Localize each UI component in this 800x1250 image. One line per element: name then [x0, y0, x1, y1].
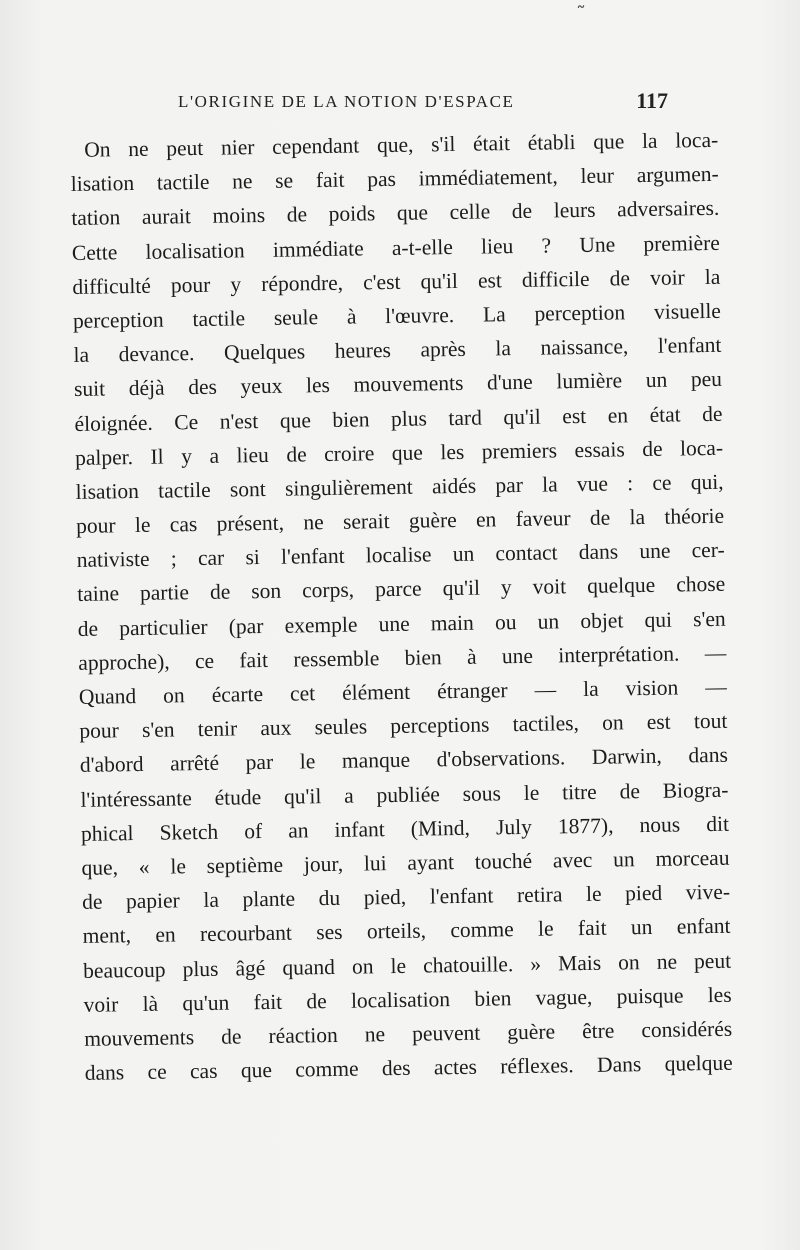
- text-line: beaucoup plus âgé quand on le chatouille. » Mais on ne peut: [82, 948, 732, 983]
- text-line: approche), ce fait ressemble bien à une interprétation. —: [78, 640, 727, 675]
- text-line: Cette localisation immédiate a-t-elle lieu ? Une première: [71, 230, 720, 265]
- text-line: difficulté pour y répondre, c'est qu'il est difficile de voir la: [72, 264, 721, 299]
- text-line: palper. Il y a lieu de croire que les premiers essais de loca-: [74, 435, 724, 470]
- text-line: éloignée. Ce n'est que bien plus tard qu'il est en état de: [74, 401, 723, 436]
- text-line: de papier la plante du pied, l'enfant retira le pied vive-: [81, 879, 731, 915]
- running-title: L'ORIGINE DE LA NOTION D'ESPACE: [178, 92, 515, 111]
- text-line: dans ce cas que comme des actes réflexes. Dans quelque: [84, 1050, 733, 1085]
- text-line: lisation tactile ne se fait pas immédiatement, leur argumen-: [70, 162, 719, 197]
- text-line: suit déjà des yeux les mouvements d'une lumière un peu: [73, 367, 723, 402]
- text-line: nativiste ; car si l'enfant localise un contact dans une cer-: [76, 538, 725, 573]
- text-line: taine partie de son corps, parce qu'il y voit quelque chose: [77, 572, 726, 607]
- body-text: [70, 123, 733, 1090]
- page-number: 117: [636, 88, 668, 113]
- text-line: phical Sketch of an infant (Mind, July 1877), nous dit: [80, 811, 730, 846]
- text-line: d'abord arrêté par le manque d'observations. Darwin, dans: [79, 743, 729, 778]
- text-line: pour s'en tenir aux seules perceptions tactiles, on est tout: [79, 708, 728, 744]
- text-line: la devance. Quelques heures après la naissance, l'enfant: [73, 332, 722, 368]
- text-line: Quand on écarte cet élément étranger — la vision —: [78, 674, 727, 709]
- text-line: lisation tactile sont singulièrement aidés par la vue : ce qui,: [75, 469, 724, 504]
- page-header: [178, 88, 668, 118]
- text-line: voir là qu'un fait de localisation bien vague, puisque les: [83, 982, 732, 1017]
- text-line: perception tactile seule à l'œuvre. La perception visuelle: [72, 298, 722, 333]
- text-line: mouvements de réaction ne peuvent guère être considérés: [84, 1016, 733, 1051]
- scan-mark: ˜: [576, 2, 586, 26]
- text-line: tation aurait moins de poids que celle de leurs adversaires.: [71, 196, 720, 231]
- text-line: On ne peut nier cependant que, s'il était établi que la loca-: [84, 127, 719, 162]
- text-line: de particulier (par exemple une main ou un objet qui s'en: [77, 606, 726, 641]
- text-line: l'intéressante étude qu'il a publiée sous le titre de Biogra-: [80, 777, 729, 812]
- text-line: pour le cas présent, ne serait guère en faveur de la théorie: [75, 503, 725, 539]
- text-line: ment, en recourbant ses orteils, comme le fait un enfant: [82, 914, 731, 949]
- text-line: que, « le septième jour, lui ayant touché avec un morceau: [81, 845, 730, 880]
